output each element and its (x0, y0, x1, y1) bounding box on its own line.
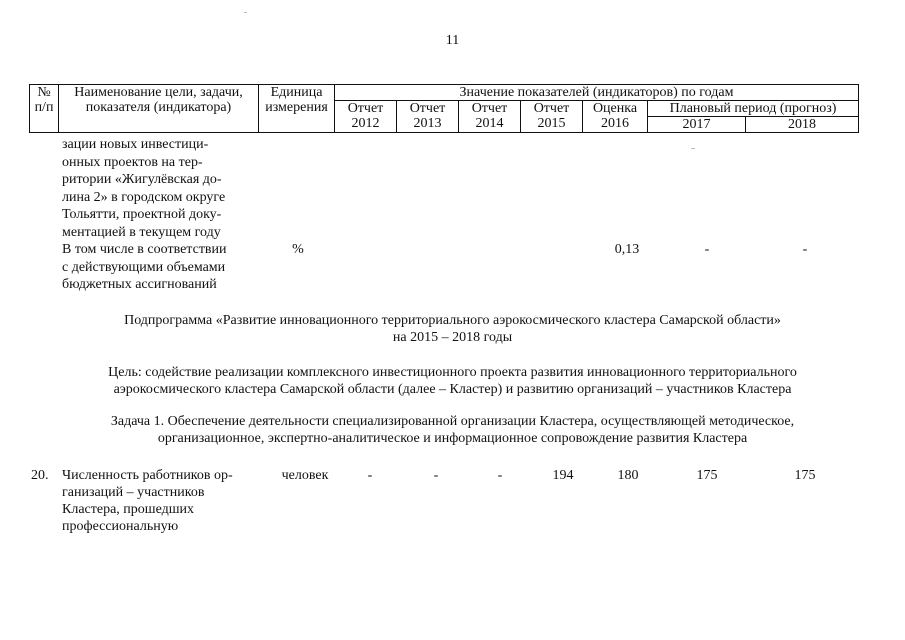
text-line: Тольятти, проектной доку- (62, 207, 222, 222)
sub-line: В том числе в соответствии (62, 242, 227, 257)
header-values-title: Значение показателей (индикаторов) по годам (335, 85, 859, 101)
text-line: лина 2» в городском округе (62, 189, 226, 205)
header-year-2013: Отчет 2013 (397, 101, 459, 133)
text-line: онных проектов на тер- (62, 154, 203, 170)
name-line: профессиональную (62, 519, 179, 534)
header-year-2012: Отчет 2012 (335, 101, 397, 133)
header-num: № п/п (30, 85, 59, 133)
scan-mark (244, 12, 247, 13)
page-number: 11 (445, 33, 460, 48)
text-line: ритории «Жигулёвская до- (62, 172, 222, 187)
header-year-2018: 2018 (788, 117, 816, 132)
text-line: зации новых инвестици- (62, 137, 209, 152)
row20-value-2012: - (367, 468, 373, 483)
sub-line: с действующими объемами (62, 259, 226, 275)
row20-value-2013: - (433, 468, 439, 483)
header-year-2014: Отчет 2014 (459, 101, 521, 133)
row20-name (62, 467, 262, 535)
row20-value-2018: 175 (794, 468, 816, 483)
header-name: Наименование цели, задачи, показателя (индикатора) (59, 85, 259, 133)
task-text: Задача 1. Обеспечение деятельности специализированной организации Кластера, осуществляющей методическое, организационное, экспертно-аналитическое и информационное сопровождение развития Кластера (110, 414, 795, 446)
header-unit: Единица измерения (259, 85, 335, 133)
scan-mark (691, 148, 695, 149)
header-table (29, 84, 859, 133)
name-line: ганизаций – участников (62, 485, 205, 500)
goal-text: Цель: содействие реализации комплексного инвестиционного проекта развития инновационного территориального аэрокосмического кластера Самарской области (далее – Кластер) и развитию организаций – участников Кластера (108, 365, 797, 397)
continued-unit: % (292, 242, 304, 257)
header-plan-cell (648, 101, 859, 133)
row20-value-2017: 175 (696, 468, 718, 483)
name-line: Численность работников ор- (62, 468, 233, 483)
header-plan-title: Плановый период (прогноз) (648, 101, 858, 117)
row20-value-2014: - (497, 468, 503, 483)
header-year-2017: 2017 (648, 117, 746, 132)
row20-unit: человек (281, 468, 329, 483)
row20-value-2015: 194 (552, 468, 574, 483)
row20-number: 20. (31, 468, 49, 483)
header-year-2015: Отчет 2015 (521, 101, 583, 133)
continued-row-text (62, 136, 262, 294)
continued-value-2016: 0,13 (614, 242, 640, 257)
name-line: Кластера, прошедших (62, 502, 194, 517)
continued-value-2018: - (802, 242, 808, 257)
header-plan-years (648, 117, 858, 132)
text-line: ментацией в текущем году (62, 224, 221, 240)
row20-value-2016: 180 (617, 468, 639, 483)
continued-value-2017: - (704, 242, 710, 257)
header-year-2016: Оценка 2016 (583, 101, 648, 133)
subprogram-title: Подпрограмма «Развитие инновационного территориального аэрокосмического кластера Самарской области» на 2015 – 2018 годы (124, 313, 781, 345)
sub-line: бюджетных ассигнований (62, 277, 217, 292)
